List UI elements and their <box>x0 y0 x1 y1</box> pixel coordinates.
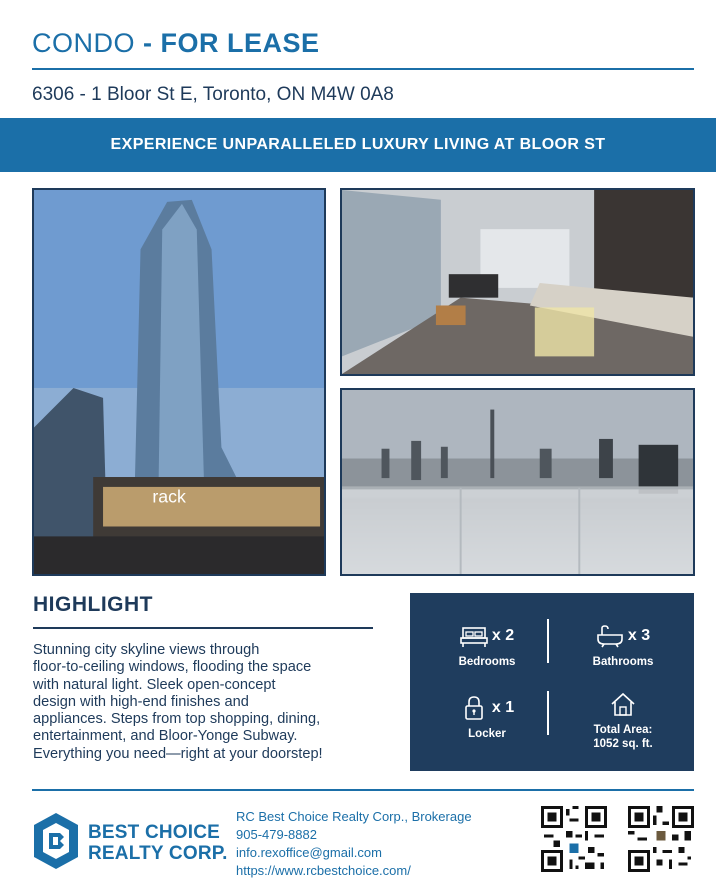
highlight-line: with natural light. Sleek open-concept <box>33 676 276 693</box>
highlight-line: entertainment, and Bloor-Yonge Subway. <box>33 728 298 745</box>
bathrooms-count: x 3 <box>627 627 651 644</box>
contact-info <box>236 808 472 880</box>
qr-code-icon[interactable] <box>541 806 607 872</box>
company-logo-text <box>88 822 228 864</box>
company-logo-icon <box>32 811 80 871</box>
headline-banner <box>0 118 716 172</box>
email-link[interactable]: info.rexoffice@gmail.com <box>236 845 382 860</box>
property-stats-panel <box>410 593 694 771</box>
highlight-description <box>33 642 393 763</box>
highlight-line: Everything you need—right at your doorstep! <box>33 745 323 762</box>
highlight-heading: HIGHLIGHT <box>33 593 153 616</box>
total-area-caption: Total Area: <box>593 724 653 736</box>
qr-code-icon[interactable] <box>628 806 694 872</box>
logo-line-2: REALTY CORP. <box>88 843 228 864</box>
locker-label: Locker <box>468 728 506 740</box>
total-area-value: 1052 sq. ft. <box>593 738 653 750</box>
page-title <box>32 28 320 59</box>
bed-icon <box>460 624 488 648</box>
title-prefix: CONDO <box>32 28 135 58</box>
website-link[interactable]: https://www.rcbestchoice.com/ <box>236 863 411 878</box>
stat-bathrooms <box>558 623 688 669</box>
brokerage-name: RC Best Choice Realty Corp., Brokerage <box>236 809 472 824</box>
highlight-line: design with high-end finishes and <box>33 693 249 710</box>
highlight-line: Stunning city skyline views through <box>33 642 260 658</box>
property-address: 6306 - 1 Bloor St E, Toronto, ON M4W 0A8 <box>32 84 394 105</box>
stat-bedrooms <box>422 623 552 669</box>
total-area-label <box>558 723 688 751</box>
footer-divider <box>32 789 694 791</box>
stats-divider <box>547 619 549 663</box>
stats-divider <box>547 691 549 735</box>
lock-icon <box>460 696 488 720</box>
banner-text: EXPERIENCE UNPARALLELED LUXURY LIVING AT BLOOR ST <box>110 136 606 153</box>
store-sign: rack <box>152 486 186 507</box>
bedrooms-label: Bedrooms <box>458 656 516 668</box>
highlight-line: appliances. Steps from top shopping, dining, <box>33 711 321 728</box>
logo-line-1: BEST CHOICE <box>88 822 221 843</box>
header-divider <box>32 68 694 70</box>
house-icon <box>609 692 637 716</box>
bathtub-icon <box>596 624 624 648</box>
tower-photo <box>32 188 326 576</box>
highlight-line: floor-to-ceiling windows, flooding the space <box>33 659 312 676</box>
stat-total-area <box>558 691 688 751</box>
bedrooms-count: x 2 <box>491 627 515 644</box>
phone-number[interactable]: 905-479-8882 <box>236 827 317 842</box>
stat-locker <box>422 695 552 741</box>
bathrooms-label: Bathrooms <box>592 656 654 668</box>
locker-count: x 1 <box>491 699 515 716</box>
living-room-photo <box>340 188 695 376</box>
title-bold: - FOR LEASE <box>143 28 320 58</box>
skyline-photo <box>340 388 695 576</box>
highlight-divider <box>33 627 373 629</box>
